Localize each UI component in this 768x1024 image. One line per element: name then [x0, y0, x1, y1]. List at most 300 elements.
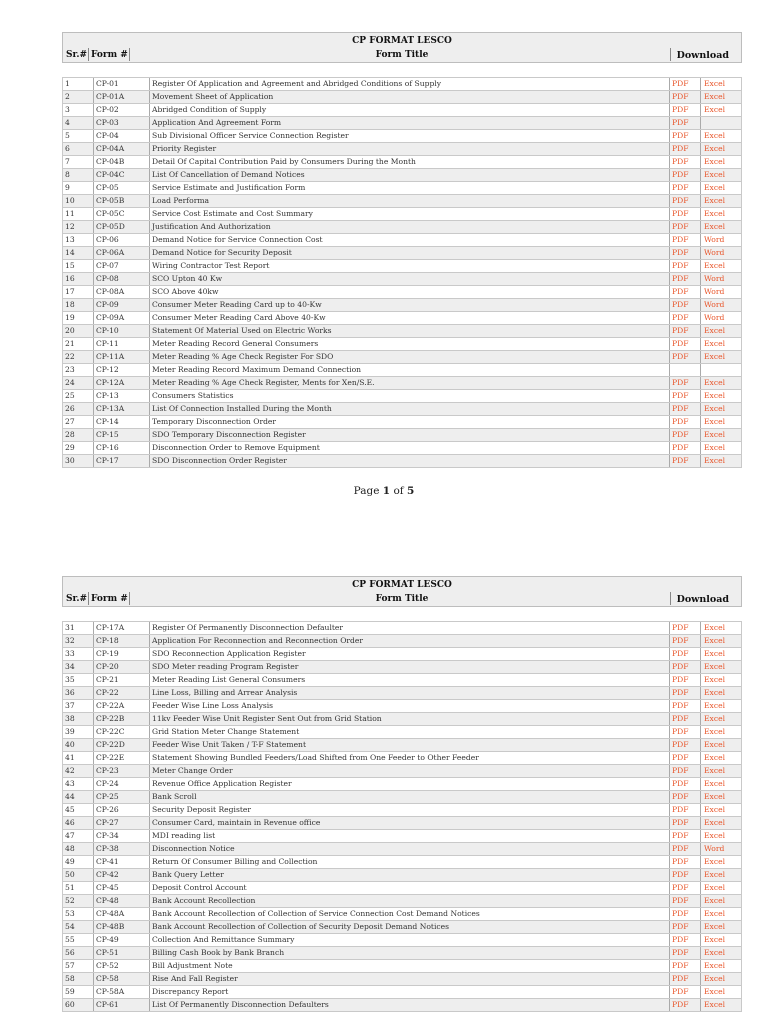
form-table-page-1 — [62, 32, 742, 468]
cell-divider — [93, 869, 94, 881]
cell-divider — [149, 752, 150, 764]
pdf-download-link[interactable]: PDF — [672, 430, 689, 439]
pdf-download-link[interactable]: PDF — [672, 753, 689, 762]
cell-divider — [149, 390, 150, 402]
cell-divider — [93, 947, 94, 959]
cell-divider — [700, 247, 701, 259]
pdf-download-link[interactable]: PDF — [672, 300, 689, 309]
sr-cell: 43 — [65, 779, 75, 788]
pdf-download-link[interactable]: PDF — [672, 378, 689, 387]
cell-divider — [700, 791, 701, 803]
cell-divider — [93, 442, 94, 454]
table-row — [63, 960, 741, 973]
cell-divider — [149, 687, 150, 699]
alt-download-link[interactable]: Excel — [704, 831, 726, 840]
sr-cell: 32 — [65, 636, 75, 645]
form-title-cell: Rise And Fall Register — [152, 974, 238, 983]
alt-download-link[interactable]: Excel — [704, 443, 726, 452]
page-of: of — [393, 485, 404, 497]
sr-cell: 59 — [65, 987, 75, 996]
cell-divider — [149, 869, 150, 881]
form-title-cell: List Of Cancellation of Demand Notices — [152, 170, 305, 179]
pdf-download-link[interactable]: PDF — [672, 623, 689, 632]
cell-divider — [700, 364, 701, 376]
alt-download-link[interactable]: Excel — [704, 222, 726, 231]
pdf-download-link[interactable]: PDF — [672, 235, 689, 244]
cell-divider — [700, 765, 701, 777]
cell-divider — [149, 312, 150, 324]
cell-divider — [700, 286, 701, 298]
alt-download-link[interactable]: Excel — [704, 131, 726, 140]
cell-divider — [669, 403, 670, 415]
table-title: CP FORMAT LESCO — [352, 36, 452, 46]
table-row — [63, 739, 741, 752]
cell-divider — [149, 882, 150, 894]
cell-divider — [149, 856, 150, 868]
form-title-cell: Bank Account Recollection — [152, 896, 256, 905]
pdf-download-link[interactable]: PDF — [672, 92, 689, 101]
alt-download-link[interactable]: Excel — [704, 818, 726, 827]
alt-download-link[interactable]: Excel — [704, 805, 726, 814]
alt-download-link[interactable]: Excel — [704, 987, 726, 996]
table-row — [63, 765, 741, 778]
table-row — [63, 986, 741, 999]
table-row — [63, 286, 741, 299]
cell-divider — [93, 325, 94, 337]
sr-cell: 45 — [65, 805, 75, 814]
cell-divider — [149, 817, 150, 829]
cell-divider — [700, 455, 701, 467]
alt-download-link[interactable]: Excel — [704, 727, 726, 736]
table-row — [63, 455, 741, 468]
form-number-cell: CP-14 — [96, 417, 119, 426]
table-row — [63, 195, 741, 208]
pdf-download-link[interactable]: PDF — [672, 740, 689, 749]
alt-download-link[interactable]: Excel — [704, 456, 726, 465]
alt-download-link[interactable]: Excel — [704, 261, 726, 270]
cell-divider — [93, 260, 94, 272]
alt-download-link[interactable]: Excel — [704, 961, 726, 970]
alt-download-link[interactable]: Excel — [704, 909, 726, 918]
table-row — [63, 934, 741, 947]
form-number-cell: CP-11A — [96, 352, 125, 361]
pdf-download-link[interactable]: PDF — [672, 935, 689, 944]
alt-download-link[interactable]: Excel — [704, 209, 726, 218]
form-title-cell: SCO Upton 40 Kw — [152, 274, 223, 283]
table-row — [63, 973, 741, 986]
alt-download-link[interactable]: Word — [704, 274, 725, 283]
cell-divider — [149, 661, 150, 673]
cell-divider — [669, 273, 670, 285]
alt-download-link[interactable]: Excel — [704, 714, 726, 723]
table-row — [63, 830, 741, 843]
pdf-download-link[interactable]: PDF — [672, 870, 689, 879]
cell-divider — [700, 442, 701, 454]
pdf-download-link[interactable]: PDF — [672, 144, 689, 153]
pdf-download-link[interactable]: PDF — [672, 714, 689, 723]
page-prefix: Page — [353, 485, 380, 497]
alt-download-link[interactable]: Excel — [704, 144, 726, 153]
form-number-cell: CP-06 — [96, 235, 119, 244]
form-title-cell: Register Of Application and Agreement and Abridged Conditions of Supply — [152, 79, 442, 88]
alt-download-link[interactable]: Excel — [704, 753, 726, 762]
pdf-download-link[interactable]: PDF — [672, 818, 689, 827]
column-download: Download — [676, 50, 729, 61]
cell-divider — [700, 947, 701, 959]
form-title-cell: Feeder Wise Line Loss Analysis — [152, 701, 274, 710]
form-number-cell: CP-48 — [96, 896, 119, 905]
form-number-cell: CP-03 — [96, 118, 119, 127]
table-row — [63, 726, 741, 739]
table-row — [63, 182, 741, 195]
sr-cell: 53 — [65, 909, 75, 918]
cell-divider — [149, 377, 150, 389]
sr-cell: 42 — [65, 766, 75, 775]
cell-divider — [669, 726, 670, 738]
alt-download-link[interactable]: Excel — [704, 339, 726, 348]
form-number-cell: CP-11 — [96, 339, 119, 348]
cell-divider — [93, 169, 94, 181]
cell-divider — [700, 143, 701, 155]
form-number-cell: CP-15 — [96, 430, 119, 439]
pdf-download-link[interactable]: PDF — [672, 974, 689, 983]
pdf-download-link[interactable]: PDF — [672, 909, 689, 918]
alt-download-link[interactable]: Excel — [704, 701, 726, 710]
form-number-cell: CP-01A — [96, 92, 125, 101]
pdf-download-link[interactable]: PDF — [672, 79, 689, 88]
cell-divider — [669, 208, 670, 220]
cell-divider — [669, 895, 670, 907]
pdf-download-link[interactable]: PDF — [672, 391, 689, 400]
pdf-download-link[interactable]: PDF — [672, 339, 689, 348]
cell-divider — [700, 713, 701, 725]
cell-divider — [93, 804, 94, 816]
alt-download-link[interactable]: Excel — [704, 79, 726, 88]
pdf-download-link[interactable]: PDF — [672, 261, 689, 270]
column-download: Download — [676, 594, 729, 605]
table-row — [63, 804, 741, 817]
alt-download-link[interactable]: Excel — [704, 326, 726, 335]
cell-divider — [93, 143, 94, 155]
pdf-download-link[interactable]: PDF — [672, 805, 689, 814]
cell-divider — [669, 999, 670, 1011]
alt-download-link[interactable]: Excel — [704, 649, 726, 658]
pdf-download-link[interactable]: PDF — [672, 961, 689, 970]
pdf-download-link[interactable]: PDF — [672, 326, 689, 335]
alt-download-link[interactable]: Excel — [704, 857, 726, 866]
alt-download-link[interactable]: Excel — [704, 766, 726, 775]
form-number-cell: CP-05 — [96, 183, 119, 192]
table-row — [63, 416, 741, 429]
alt-download-link[interactable]: Word — [704, 235, 725, 244]
form-title-cell: Justification And Authorization — [152, 222, 271, 231]
cell-divider — [93, 687, 94, 699]
pdf-download-link[interactable]: PDF — [672, 779, 689, 788]
cell-divider — [149, 208, 150, 220]
alt-download-link[interactable]: Excel — [704, 675, 726, 684]
alt-download-link[interactable]: Excel — [704, 974, 726, 983]
table-row — [63, 260, 741, 273]
alt-download-link[interactable]: Excel — [704, 391, 726, 400]
form-number-cell: CP-13 — [96, 391, 119, 400]
form-number-cell: CP-19 — [96, 649, 119, 658]
form-title-cell: Statement Showing Bundled Feeders/Load Shifted from One Feeder to Other Feeder — [152, 753, 479, 762]
pdf-download-link[interactable]: PDF — [672, 222, 689, 231]
form-title-cell: Sub Divisional Officer Service Connection Register — [152, 131, 349, 140]
alt-download-link[interactable]: Excel — [704, 157, 726, 166]
cell-divider — [149, 104, 150, 116]
alt-download-link[interactable]: Excel — [704, 352, 726, 361]
cell-divider — [700, 91, 701, 103]
alt-download-link[interactable]: Excel — [704, 196, 726, 205]
cell-divider — [669, 869, 670, 881]
form-number-cell: CP-04A — [96, 144, 125, 153]
pdf-download-link[interactable]: PDF — [672, 922, 689, 931]
alt-download-link[interactable]: Word — [704, 248, 725, 257]
cell-divider — [700, 273, 701, 285]
cell-divider — [149, 429, 150, 441]
sr-cell: 31 — [65, 623, 75, 632]
pdf-download-link[interactable]: PDF — [672, 636, 689, 645]
table-row — [63, 299, 741, 312]
sr-cell: 17 — [65, 287, 75, 296]
cell-divider — [149, 442, 150, 454]
alt-download-link[interactable]: Excel — [704, 183, 726, 192]
cell-divider — [93, 713, 94, 725]
cell-divider — [700, 403, 701, 415]
pdf-download-link[interactable]: PDF — [672, 170, 689, 179]
cell-divider — [669, 78, 670, 90]
alt-download-link[interactable]: Excel — [704, 417, 726, 426]
form-number-cell: CP-24 — [96, 779, 119, 788]
form-title-cell: SDO Reconnection Application Register — [152, 649, 306, 658]
pdf-download-link[interactable]: PDF — [672, 675, 689, 684]
form-title-cell: Application And Agreement Form — [152, 118, 282, 127]
cell-divider — [149, 130, 150, 142]
form-number-cell: CP-13A — [96, 404, 125, 413]
pdf-download-link[interactable]: PDF — [672, 662, 689, 671]
pdf-download-link[interactable]: PDF — [672, 766, 689, 775]
cell-divider — [700, 169, 701, 181]
table-row — [63, 351, 741, 364]
cell-divider — [669, 830, 670, 842]
table-body — [62, 621, 742, 1012]
form-title-cell: SDO Disconnection Order Register — [152, 456, 287, 465]
sr-cell: 15 — [65, 261, 75, 270]
alt-download-link[interactable]: Excel — [704, 430, 726, 439]
alt-download-link[interactable]: Excel — [704, 404, 726, 413]
sr-cell: 24 — [65, 378, 75, 387]
alt-download-link[interactable]: Word — [704, 300, 725, 309]
alt-download-link[interactable]: Excel — [704, 92, 726, 101]
alt-download-link[interactable]: Excel — [704, 922, 726, 931]
form-title-cell: Meter Reading Record General Consumers — [152, 339, 319, 348]
sr-cell: 21 — [65, 339, 75, 348]
pdf-download-link[interactable]: PDF — [672, 352, 689, 361]
pdf-download-link[interactable]: PDF — [672, 701, 689, 710]
page-total: 5 — [407, 485, 415, 497]
cell-divider — [93, 429, 94, 441]
pdf-download-link[interactable]: PDF — [672, 649, 689, 658]
table-row — [63, 312, 741, 325]
pdf-download-link[interactable]: PDF — [672, 727, 689, 736]
alt-download-link[interactable]: Excel — [704, 623, 726, 632]
pdf-download-link[interactable]: PDF — [672, 274, 689, 283]
cell-divider — [669, 312, 670, 324]
pdf-download-link[interactable]: PDF — [672, 196, 689, 205]
alt-download-link[interactable]: Excel — [704, 740, 726, 749]
pdf-download-link[interactable]: PDF — [672, 987, 689, 996]
cell-divider — [700, 221, 701, 233]
form-title-cell: Consumer Card, maintain in Revenue office — [152, 818, 321, 827]
pdf-download-link[interactable]: PDF — [672, 688, 689, 697]
form-title-cell: Meter Reading Record Maximum Demand Connection — [152, 365, 362, 374]
cell-divider — [93, 960, 94, 972]
pdf-download-link[interactable]: PDF — [672, 443, 689, 452]
alt-download-link[interactable]: Excel — [704, 378, 726, 387]
pdf-download-link[interactable]: PDF — [672, 157, 689, 166]
cell-divider — [669, 182, 670, 194]
cell-divider — [93, 208, 94, 220]
cell-divider — [149, 338, 150, 350]
cell-divider — [669, 973, 670, 985]
pdf-download-link[interactable]: PDF — [672, 248, 689, 257]
table-body — [62, 77, 742, 468]
form-number-cell: CP-17 — [96, 456, 119, 465]
alt-download-link[interactable]: Excel — [704, 870, 726, 879]
sr-cell: 4 — [65, 118, 70, 127]
pdf-download-link[interactable]: PDF — [672, 948, 689, 957]
form-number-cell: CP-22B — [96, 714, 125, 723]
pdf-download-link[interactable]: PDF — [672, 313, 689, 322]
pdf-download-link[interactable]: PDF — [672, 131, 689, 140]
alt-download-link[interactable]: Excel — [704, 935, 726, 944]
cell-divider — [93, 234, 94, 246]
alt-download-link[interactable]: Excel — [704, 105, 726, 114]
sr-cell: 60 — [65, 1000, 75, 1009]
alt-download-link[interactable]: Excel — [704, 792, 726, 801]
form-number-cell: CP-20 — [96, 662, 119, 671]
sr-cell: 48 — [65, 844, 75, 853]
pdf-download-link[interactable]: PDF — [672, 844, 689, 853]
alt-download-link[interactable]: Excel — [704, 948, 726, 957]
pdf-download-link[interactable]: PDF — [672, 183, 689, 192]
form-title-cell: Demand Notice for Service Connection Cost — [152, 235, 323, 244]
sr-cell: 27 — [65, 417, 75, 426]
form-number-cell: CP-49 — [96, 935, 119, 944]
form-title-cell: Movement Sheet of Application — [152, 92, 274, 101]
cell-divider — [700, 999, 701, 1011]
pdf-download-link[interactable]: PDF — [672, 287, 689, 296]
alt-download-link[interactable]: Excel — [704, 636, 726, 645]
alt-download-link[interactable]: Excel — [704, 170, 726, 179]
sr-cell: 6 — [65, 144, 70, 153]
cell-divider — [149, 947, 150, 959]
pdf-download-link[interactable]: PDF — [672, 456, 689, 465]
cell-divider — [669, 299, 670, 311]
pdf-download-link[interactable]: PDF — [672, 404, 689, 413]
pdf-download-link[interactable]: PDF — [672, 857, 689, 866]
cell-divider — [93, 752, 94, 764]
form-number-cell: CP-22A — [96, 701, 125, 710]
cell-divider — [149, 221, 150, 233]
pdf-download-link[interactable]: PDF — [672, 831, 689, 840]
cell-divider — [669, 234, 670, 246]
cell-divider — [93, 182, 94, 194]
form-number-cell: CP-41 — [96, 857, 119, 866]
pdf-download-link[interactable]: PDF — [672, 417, 689, 426]
alt-download-link[interactable]: Excel — [704, 688, 726, 697]
form-title-cell: Temporary Disconnection Order — [152, 417, 277, 426]
sr-cell: 36 — [65, 688, 75, 697]
cell-divider — [700, 325, 701, 337]
alt-download-link[interactable]: Excel — [704, 883, 726, 892]
alt-download-link[interactable]: Excel — [704, 779, 726, 788]
form-title-cell: Disconnection Order to Remove Equipment — [152, 443, 320, 452]
pdf-download-link[interactable]: PDF — [672, 118, 689, 127]
cell-divider — [669, 635, 670, 647]
cell-divider — [669, 260, 670, 272]
alt-download-link[interactable]: Word — [704, 844, 725, 853]
table-row — [63, 778, 741, 791]
cell-divider — [149, 648, 150, 660]
form-number-cell: CP-38 — [96, 844, 119, 853]
alt-download-link[interactable]: Excel — [704, 1000, 726, 1009]
table-row — [63, 843, 741, 856]
cell-divider — [669, 947, 670, 959]
pdf-download-link[interactable]: PDF — [672, 896, 689, 905]
cell-divider — [669, 843, 670, 855]
cell-divider — [700, 635, 701, 647]
form-title-cell: Discrepancy Report — [152, 987, 229, 996]
form-number-cell: CP-45 — [96, 883, 119, 892]
cell-divider — [700, 856, 701, 868]
sr-cell: 54 — [65, 922, 75, 931]
cell-divider — [93, 986, 94, 998]
sr-cell: 34 — [65, 662, 75, 671]
sr-cell: 19 — [65, 313, 75, 322]
form-title-cell: Load Performa — [152, 196, 210, 205]
alt-download-link[interactable]: Excel — [704, 662, 726, 671]
cell-divider — [93, 299, 94, 311]
form-title-cell: Detail Of Capital Contribution Paid by Consumers During the Month — [152, 157, 416, 166]
table-header — [62, 576, 742, 607]
alt-download-link[interactable]: Word — [704, 313, 725, 322]
form-title-cell: Revenue Office Application Register — [152, 779, 292, 788]
table-row — [63, 882, 741, 895]
alt-download-link[interactable]: Excel — [704, 896, 726, 905]
pdf-download-link[interactable]: PDF — [672, 792, 689, 801]
form-title-cell: Disconnection Notice — [152, 844, 235, 853]
pdf-download-link[interactable]: PDF — [672, 209, 689, 218]
column-divider — [670, 592, 671, 605]
cell-divider — [149, 934, 150, 946]
pdf-download-link[interactable]: PDF — [672, 883, 689, 892]
cell-divider — [669, 817, 670, 829]
sr-cell: 20 — [65, 326, 75, 335]
cell-divider — [669, 221, 670, 233]
alt-download-link[interactable]: Word — [704, 287, 725, 296]
pdf-download-link[interactable]: PDF — [672, 105, 689, 114]
cell-divider — [700, 843, 701, 855]
cell-divider — [669, 455, 670, 467]
cell-divider — [93, 104, 94, 116]
table-row — [63, 156, 741, 169]
cell-divider — [700, 804, 701, 816]
table-row — [63, 234, 741, 247]
pdf-download-link[interactable]: PDF — [672, 1000, 689, 1009]
form-title-cell: SDO Meter reading Program Register — [152, 662, 299, 671]
